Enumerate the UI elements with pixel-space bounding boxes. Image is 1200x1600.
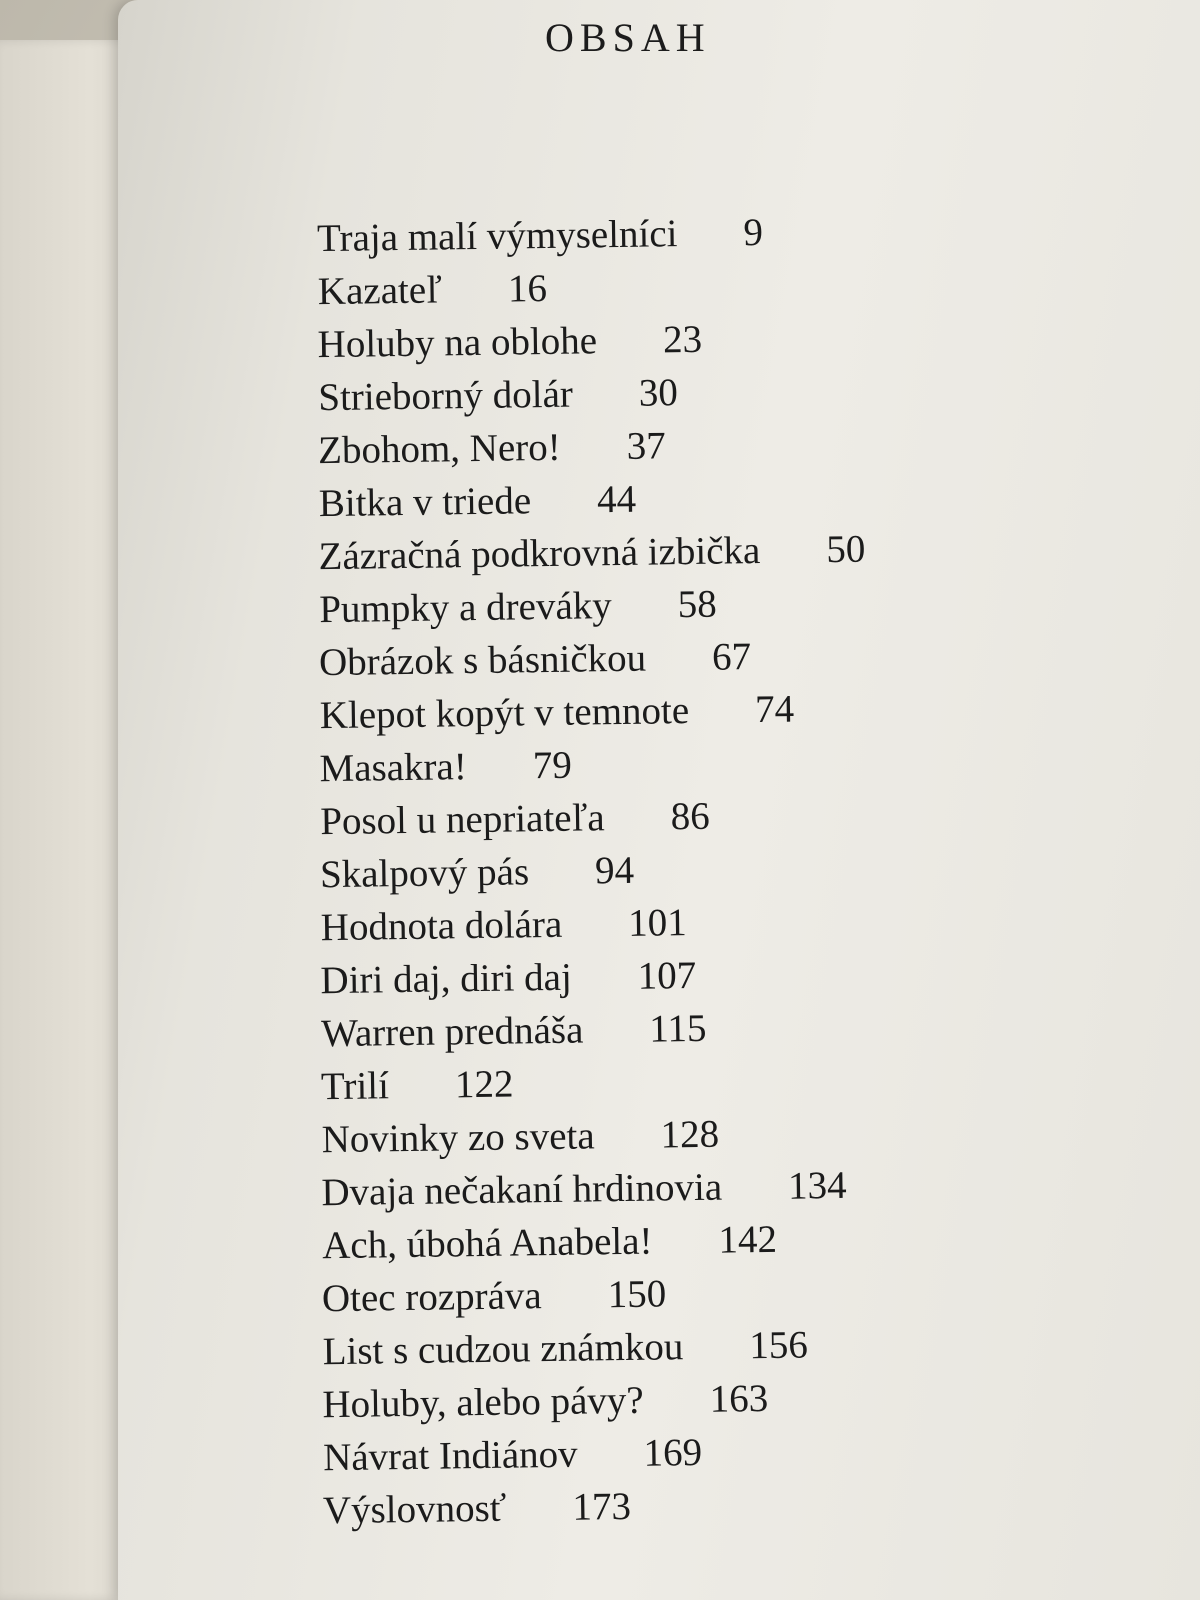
- toc-entry-title: Trilí: [320, 1064, 390, 1109]
- toc-entry: [320, 953, 696, 1004]
- toc-entry-title: Masakra!: [319, 745, 468, 791]
- toc-entry-page: 173: [572, 1484, 632, 1529]
- toc-entry-title: Diri daj, diri daj: [320, 955, 573, 1003]
- toc-entry: [318, 423, 666, 474]
- toc-entry-page: 169: [643, 1430, 703, 1475]
- toc-entry-title: Klepot kopýt v temnote: [319, 689, 690, 738]
- toc-entry: [323, 1430, 703, 1481]
- toc-entry: [318, 370, 678, 421]
- toc-entry-title: Otec rozpráva: [321, 1274, 542, 1321]
- toc-entry-page: 74: [754, 687, 795, 732]
- toc-entry-title: Warren prednáša: [320, 1008, 584, 1056]
- toc-entry: [320, 794, 710, 845]
- toc-entry-title: Posol u nepriateľa: [319, 796, 605, 844]
- toc-entry-title: Hodnota dolára: [320, 902, 563, 950]
- toc-entry-page: 163: [709, 1376, 769, 1421]
- toc-entry: [323, 1484, 632, 1534]
- toc-entry: [319, 477, 637, 527]
- page-heading: OBSAH: [545, 15, 711, 60]
- toc-entry: [318, 266, 548, 315]
- toc-entry: [320, 900, 687, 951]
- toc-entry-title: Holuby, alebo pávy?: [322, 1378, 644, 1427]
- toc-entry: [322, 1271, 667, 1322]
- toc-entry-title: Traja malí výmyselníci: [316, 212, 678, 261]
- toc-entry-page: 142: [718, 1217, 778, 1262]
- toc-entry-page: 30: [638, 371, 679, 415]
- toc-entry-title: Zázračná podkrovná izbička: [318, 529, 761, 579]
- toc-entry: [318, 527, 865, 581]
- toc-entry: [321, 1062, 514, 1111]
- toc-entry-page: 58: [677, 582, 718, 627]
- toc-entry-title: Strieborný dolár: [318, 372, 574, 420]
- toc-entry-page: 67: [711, 635, 752, 679]
- toc-entry-page: 134: [787, 1163, 847, 1208]
- toc-entry: [321, 1112, 719, 1164]
- toc-entry-title: Návrat Indiánov: [322, 1432, 578, 1480]
- toc-entry-page: 115: [649, 1006, 707, 1051]
- toc-entry-page: 16: [507, 266, 548, 311]
- toc-entry-title: Výslovnosť: [322, 1486, 507, 1533]
- toc-entry: [321, 1163, 847, 1216]
- toc-entry-title: Ach, úbohá Anabela!: [321, 1219, 653, 1268]
- toc-entry-page: 37: [626, 424, 666, 468]
- toc-entry-title: Holuby na oblohe: [317, 319, 598, 367]
- toc-entry: [322, 1376, 768, 1428]
- toc-entry: [319, 687, 794, 740]
- toc-entry-title: Kazateľ: [317, 268, 443, 314]
- toc-entry: [322, 1322, 808, 1375]
- toc-entry-title: Novinky zo sveta: [321, 1114, 595, 1162]
- toc-entry-page: 86: [670, 794, 710, 839]
- toc-entry: [317, 210, 763, 262]
- toc-entry-page: 107: [637, 953, 697, 998]
- toc-entry-title: Zbohom, Nero!: [317, 425, 561, 473]
- toc-entry-page: 23: [662, 317, 703, 362]
- toc-entry-page: 44: [596, 477, 637, 522]
- toc-entry: [320, 848, 635, 898]
- toc-entry: [319, 582, 717, 634]
- toc-entry-title: Dvaja nečakaní hrdinovia: [321, 1165, 723, 1215]
- toc-entry-title: Obrázok s básničkou: [318, 636, 647, 685]
- toc-entry-page: 101: [627, 901, 688, 945]
- toc-entry-title: Skalpový pás: [319, 850, 530, 897]
- toc-entry: [317, 317, 702, 368]
- toc-entry: [321, 1006, 707, 1057]
- toc-entry-title: Pumpky a dreváky: [319, 584, 613, 632]
- toc-entry-page: 94: [594, 848, 635, 893]
- toc-entry-title: Bitka v triede: [318, 479, 532, 526]
- toc-entry-page: 9: [743, 210, 764, 255]
- toc-entry: [319, 743, 572, 793]
- toc-entry-page: 79: [532, 743, 573, 788]
- toc-entry-page: 122: [454, 1062, 514, 1107]
- toc-entry-page: 156: [749, 1323, 809, 1368]
- toc-entry-page: 150: [607, 1272, 667, 1317]
- toc-entry-page: 50: [825, 527, 866, 572]
- toc-entry: [322, 1217, 777, 1269]
- toc-entry-page: 128: [660, 1112, 720, 1157]
- toc-entry: [319, 634, 752, 686]
- toc-entry-title: List s cudzou známkou: [322, 1325, 684, 1374]
